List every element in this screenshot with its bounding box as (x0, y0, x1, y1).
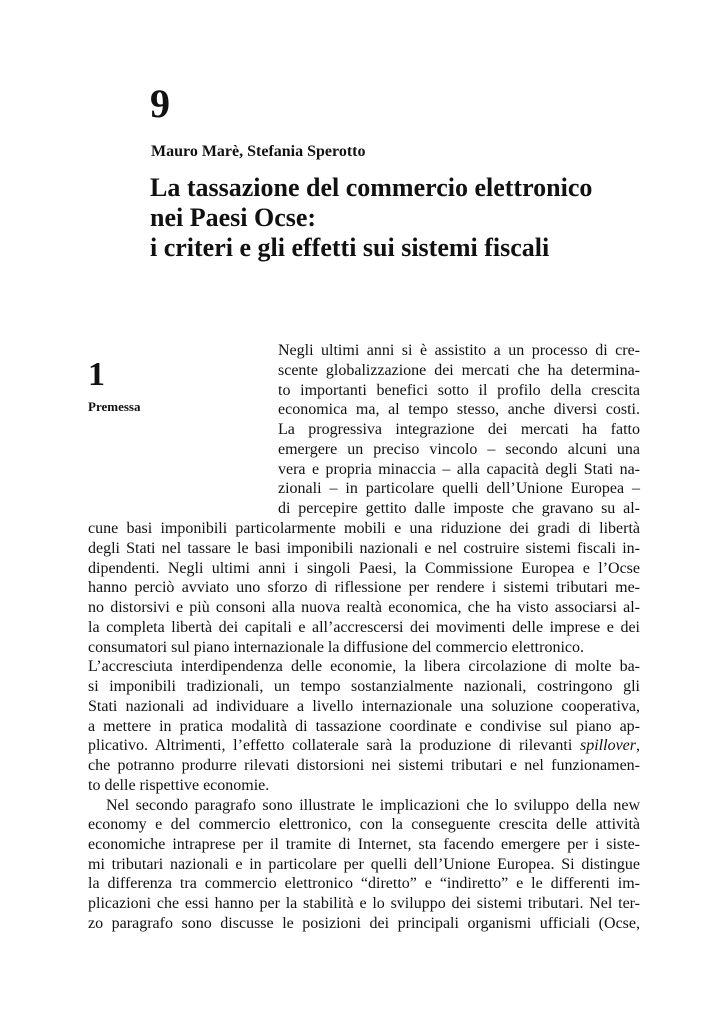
body-line: to delle rispettive economie. (88, 777, 270, 794)
chapter-number: 9 (150, 81, 170, 126)
title-line: i criteri e gli effetti sui sistemi fiscali (150, 233, 550, 262)
italic-term: spillover (580, 737, 636, 754)
body-line: scente globalizzazione dei mercati che ha determina- (278, 362, 640, 379)
body-line: Negli ultimi anni si è assistito a un processo di cre- (278, 342, 640, 359)
body-line: la differenza tra commercio elettronico “diretto” e “indiretto” e le differenti im- (88, 875, 640, 892)
body-line: emergere un preciso vincolo – secondo alcuni una (278, 441, 640, 458)
section-number: 1 (88, 356, 105, 393)
body-line: la completa libertà dei capitali e all’accrescersi dei movimenti delle imprese e dei (88, 619, 640, 636)
body-text-span: , (636, 737, 640, 754)
paragraph-first-line: Nel secondo paragrafo sono illustrate le implicazioni che lo sviluppo della new (106, 797, 640, 814)
body-line: economiche intraprese per il tramite di Internet, sta facendo emergere per i siste- (88, 836, 640, 853)
body-line: to importanti benefici sotto il profilo della crescita (278, 382, 640, 399)
body-line: che potranno produrre rilevati distorsioni nei sistemi tributari e nel funzionamen- (88, 757, 640, 774)
title-line: nei Paesi Ocse: (150, 203, 317, 232)
body-line: mi tributari nazionali e in particolare per quelli dell’Unione Europea. Si distingue (88, 856, 640, 873)
body-line: consumatori sul piano internazionale la diffusione del commercio elettronico. (88, 639, 584, 656)
title-line: La tassazione del commercio elettronico (150, 173, 593, 202)
body-line: Stati nazionali ad individuare a livello internazionale una soluzione cooperativa, (88, 698, 640, 715)
body-line: vera e propria minaccia – alla capacità degli Stati na- (278, 461, 640, 478)
chapter-title (150, 173, 592, 263)
body-line: economy e del commercio elettronico, con la conseguente crescita delle attività (88, 816, 640, 833)
body-line: La progressiva integrazione dei mercati ha fatto (278, 421, 640, 438)
body-line: a mettere in pratica modalità di tassazione coordinate e condivise sul piano ap- (88, 718, 640, 735)
body-line: economica ma, al tempo stesso, anche diversi costi. (278, 401, 640, 418)
body-line: cune basi imponibili particolarmente mobili e una riduzione dei gradi di libertà (88, 520, 640, 537)
body-line: zionali – in particolare quelli dell’Unione Europea – (278, 480, 640, 497)
body-line: degli Stati nel tassare le basi imponibili nazionali e nel costruire sistemi fiscali in- (88, 540, 640, 557)
body-line: dipendenti. Negli ultimi anni i singoli Paesi, la Commissione Europea e l’Ocse (88, 560, 640, 577)
section-label: Premessa (88, 399, 141, 414)
chapter-authors: Mauro Marè, Stefania Sperotto (151, 143, 366, 160)
body-line: si imponibili tradizionali, un tempo sostanzialmente nazionali, costringono gli (88, 678, 640, 695)
body-line: zo paragrafo sono discusse le posizioni dei principali organismi ufficiali (Ocse, (88, 915, 640, 932)
body-line: plicazioni che essi hanno per la stabilità e lo sviluppo dei sistemi tributari. Nel ter- (88, 895, 640, 912)
body-text-span: plicativo. Altrimenti, l’effetto collaterale sarà la produzione di rilevanti (88, 737, 580, 754)
body-line (88, 736, 640, 756)
body-line: no distorsivi e più consoni alla nuova realtà economica, che ha visto associarsi al- (88, 599, 640, 616)
body-line: L’accresciuta interdipendenza delle economie, la libera circolazione di molte ba- (88, 658, 640, 675)
body-line: di percepire gettito dalle imposte che gravano su al- (278, 500, 640, 517)
body-line: hanno perciò avviato uno sforzo di riflessione per rendere i sistemi tributari me- (88, 579, 640, 596)
